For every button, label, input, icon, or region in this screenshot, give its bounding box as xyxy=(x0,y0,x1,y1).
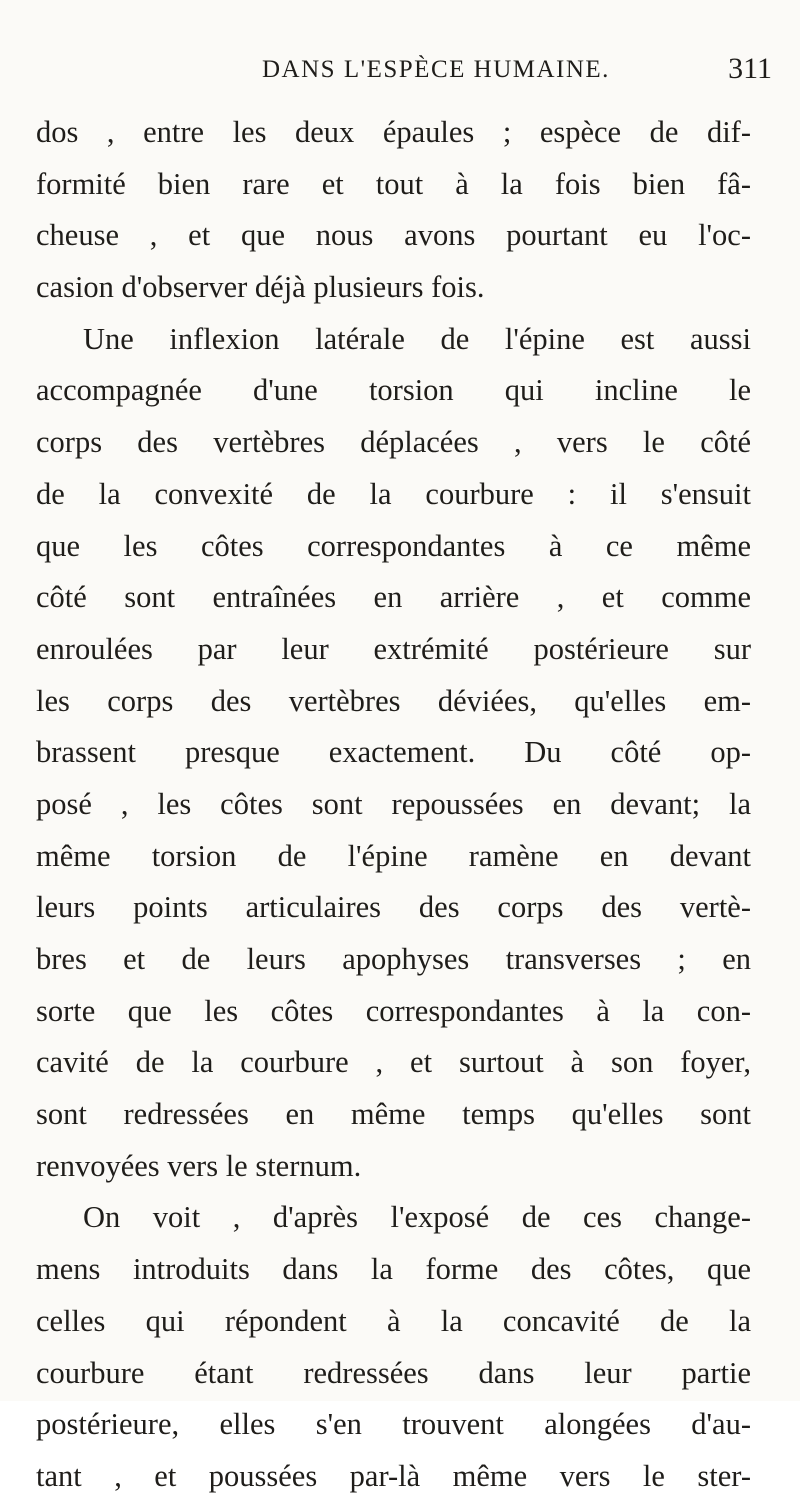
text-line: casion d'observer déjà plusieurs fois. xyxy=(36,270,485,305)
body-text xyxy=(36,107,751,1503)
text-line: dos , entre les deux épaules ; espèce de dif- xyxy=(36,115,751,149)
text-line: celles qui répondent à la concavité de la xyxy=(36,1303,751,1338)
text-line: postérieure, elles s'en trouvent alongées d'au- xyxy=(36,1407,751,1442)
text-line: cheuse , et que nous avons pourtant eu l'oc- xyxy=(36,218,751,253)
text-line: corps des vertèbres déplacées , vers le côté xyxy=(36,425,751,460)
text-line: posé , les côtes sont repoussées en devant; la xyxy=(36,786,751,821)
text-line: brassent presque exactement. Du côté op- xyxy=(36,735,751,770)
page-number: 311 xyxy=(728,52,772,85)
text-line: tant , et poussées par-là même vers le ster- xyxy=(36,1458,751,1493)
text-line: formité bien rare et tout à la fois bien fâ- xyxy=(36,166,751,201)
text-line: les corps des vertèbres déviées, qu'elles em- xyxy=(36,683,751,718)
text-line: sont redressées en même temps qu'elles sont xyxy=(36,1097,751,1132)
text-line: mens introduits dans la forme des côtes, que xyxy=(36,1252,751,1287)
text-line: accompagnée d'une torsion qui incline le xyxy=(36,373,751,408)
text-line: enroulées par leur extrémité postérieure sur xyxy=(36,631,751,666)
text-line: de la convexité de la courbure : il s'ensuit xyxy=(36,476,751,511)
text-line: bres et de leurs apophyses transverses ; en xyxy=(36,942,751,976)
text-line: renvoyées vers le sternum. xyxy=(36,1148,362,1183)
text-line: côté sont entraînées en arrière , et comme xyxy=(36,580,751,615)
text-line: leurs points articulaires des corps des vertè- xyxy=(36,890,751,925)
text-line: sorte que les côtes correspondantes à la con- xyxy=(36,993,751,1028)
text-line: que les côtes correspondantes à ce même xyxy=(36,528,751,563)
running-title: DANS L'ESPÈCE HUMAINE. xyxy=(262,56,610,83)
text-line: même torsion de l'épine ramène en devant xyxy=(36,838,751,873)
text-line: cavité de la courbure , et surtout à son foyer, xyxy=(36,1045,751,1080)
paragraph-start-line: On voit , d'après l'exposé de ces change- xyxy=(83,1200,751,1235)
text-line: courbure étant redressées dans leur partie xyxy=(36,1355,751,1390)
running-header xyxy=(72,52,772,96)
paragraph-start-line: Une inflexion latérale de l'épine est aussi xyxy=(83,321,751,356)
